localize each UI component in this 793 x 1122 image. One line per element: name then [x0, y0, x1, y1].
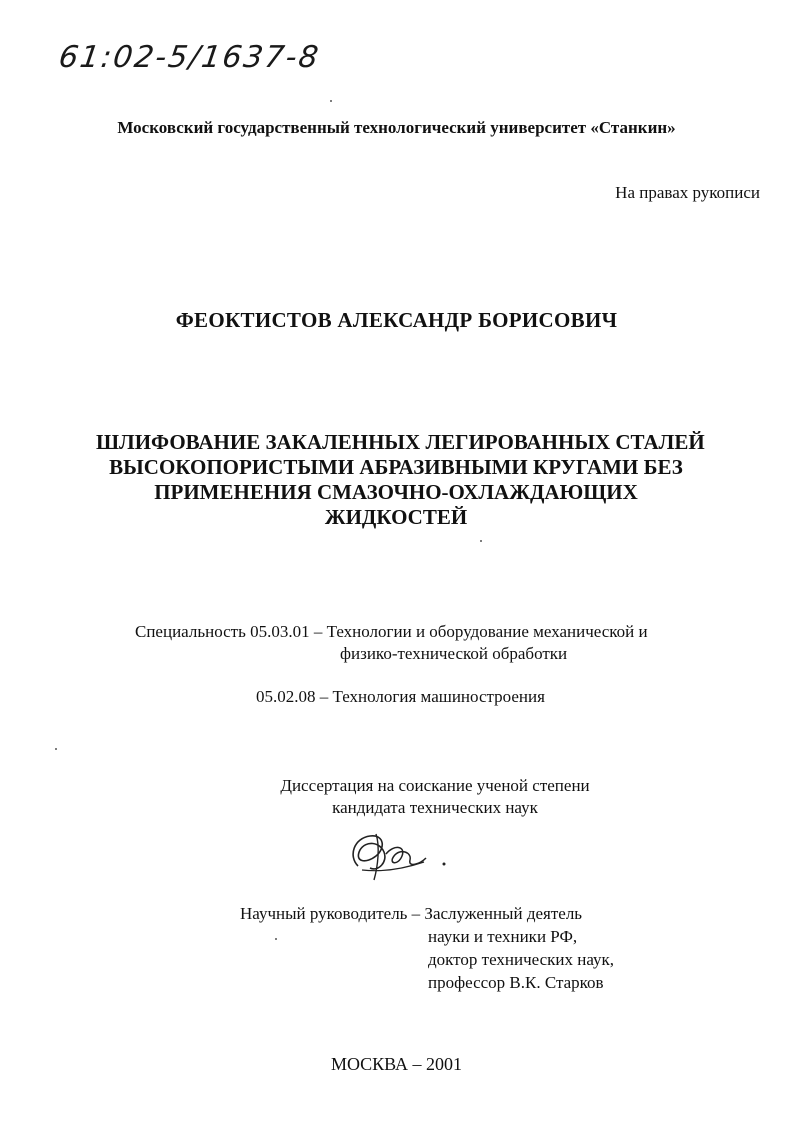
- rights-note: На правах рукописи: [615, 183, 760, 202]
- advisor-line-3: доктор технических наук,: [428, 950, 615, 969]
- scan-speck: [480, 540, 482, 542]
- signature-icon: [340, 826, 460, 886]
- advisor-line-1: Научный руководитель – Заслуженный деятель: [240, 904, 583, 923]
- advisor-line-4: профессор В.К. Старков: [428, 973, 604, 992]
- degree-line-1: Диссертация на соискание ученой степени: [280, 776, 590, 795]
- advisor-line-2: науки и техники РФ,: [428, 927, 578, 946]
- title-line: ШЛИФОВАНИЕ ЗАКАЛЕННЫХ ЛЕГИРОВАННЫХ СТАЛЕЙ: [96, 430, 705, 454]
- title-line: ВЫСОКОПОРИСТЫМИ АБРАЗИВНЫМИ КРУГАМИ БЕЗ: [109, 455, 683, 479]
- scan-speck: [330, 100, 332, 102]
- university-name: Московский государственный технологический университет «Станкин»: [117, 118, 676, 137]
- specialty-line-1: Специальность 05.03.01 – Технологии и оборудование механической и: [135, 622, 648, 641]
- city-year: МОСКВА – 2001: [330, 1054, 463, 1074]
- specialty-line-2: 05.02.08 – Технология машиностроения: [256, 687, 545, 706]
- scan-speck: [275, 938, 277, 940]
- scan-speck: [55, 748, 57, 750]
- specialty-line-1-continued: физико-технической обработки: [340, 644, 568, 663]
- dissertation-title: [96, 430, 705, 530]
- degree-line-2: кандидата технических наук: [332, 798, 538, 817]
- title-line: ПРИМЕНЕНИЯ СМАЗОЧНО-ОХЛАЖДАЮЩИХ: [154, 480, 638, 504]
- title-line: ЖИДКОСТЕЙ: [324, 505, 468, 529]
- degree-statement: [200, 775, 670, 819]
- author-name: ФЕОКТИСТОВ АЛЕКСАНДР БОРИСОВИЧ: [175, 308, 618, 332]
- archive-code-handwritten: 61:02-5/1637-8: [56, 40, 323, 75]
